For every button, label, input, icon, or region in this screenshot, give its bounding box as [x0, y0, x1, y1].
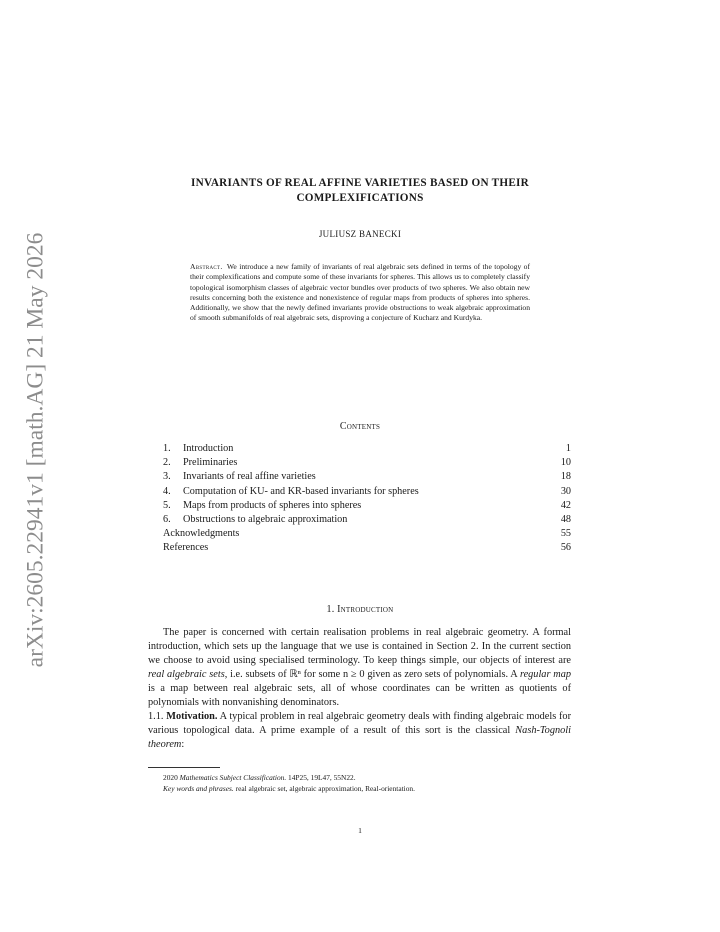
arxiv-id[interactable]: arXiv:2605.22941v1 [math.AG] 21 May 2026 [22, 232, 49, 668]
paragraph-text: : [181, 738, 185, 750]
footnote-label: Key words and phrases. [163, 783, 234, 793]
toc-entry[interactable] [163, 470, 571, 484]
title-line-1: INVARIANTS OF REAL AFFINE VARIETIES BASED ON THEIR [191, 177, 529, 189]
paragraph-text: is a map between real algebraic sets, all of whose coordinates can be written as quotients of polynomials with nonvanishing denominators. [148, 682, 571, 708]
toc-entry[interactable] [163, 499, 571, 513]
intro-paragraph [148, 626, 571, 709]
paragraph-text: , i.e. subsets of ℝⁿ for some n ≥ 0 given as zero sets of polynomials. A [224, 668, 520, 680]
abstract-label: Abstract. [190, 262, 223, 271]
toc-page: 10 [560, 457, 571, 469]
toc-title: Introduction [183, 443, 234, 454]
toc-page: 42 [560, 499, 571, 511]
paper-title [140, 176, 580, 206]
toc-entry[interactable] [163, 541, 571, 555]
abstract [190, 262, 530, 324]
toc-page: 55 [560, 528, 571, 540]
toc-title: Invariants of real affine varieties [183, 471, 316, 483]
footnote-label: Mathematics Subject Classification. [179, 773, 287, 782]
footnote-text: 14P25, 19L47, 55N22. [286, 773, 356, 782]
footnote-rule [148, 767, 220, 768]
footnotes [163, 773, 571, 795]
title-line-2: COMPLEXIFICATIONS [296, 192, 424, 204]
emphasis-term: Nash-Tognoli theorem [148, 724, 571, 750]
subsection-heading: Motivation. [166, 711, 218, 722]
toc-number: 3. [163, 471, 171, 483]
footnote-keywords [163, 784, 571, 795]
toc-title: Maps from products of spheres into spheres [183, 499, 362, 511]
toc-entry[interactable] [163, 513, 571, 527]
toc-number: 4. [163, 485, 171, 497]
footnote-msc [163, 773, 571, 784]
toc-page: 18 [560, 471, 571, 483]
paragraph-text: A typical problem in real algebraic geometry deals with finding algebraic models for various topological data. A prime example of a result of this sort is the classical [148, 711, 572, 736]
abstract-text: We introduce a new family of invariants of real algebraic sets defined in terms of the topology of their complexifications and compute some of these invariants for spheres. This allows us to completely classify topological isomorphism classes of algebraic vector bundles over products of two spheres. We also obtain new results concerning both the existence and nonexistence of regular maps from products of spheres into spheres. Additionally, we show that the newly defined invariants provide obstructions to weak algebraic approximation of smooth submanifolds of real algebraic sets, disproving a conjecture of Kucharz and Kurdyka. [190, 262, 530, 323]
toc-title: Acknowledgments [163, 528, 240, 540]
section-heading-introduction: 1. Introduction [326, 604, 394, 615]
contents-heading: Contents [339, 421, 381, 432]
toc-page: 30 [560, 485, 571, 497]
toc-number: 2. [163, 457, 171, 469]
toc-page: 56 [560, 542, 571, 554]
toc-entry[interactable] [163, 456, 571, 470]
toc-entry[interactable] [163, 527, 571, 541]
toc-title: Obstructions to algebraic approximation [183, 513, 348, 525]
footnote-text: real algebraic set, algebraic approximation, Real-orientation. [233, 783, 415, 793]
paragraph-text: The paper is concerned with certain realisation problems in real algebraic geometry. A formal introduction, which sets up the language that we use is contained in Section 2. In the current section we choose to avoid using specialised terminology. To keep things simple, our objects of interest are [148, 627, 571, 666]
toc-number: 5. [163, 499, 171, 511]
toc-title: References [163, 542, 209, 554]
toc-page: 48 [560, 513, 571, 525]
toc-entry[interactable] [163, 485, 571, 499]
toc-number: 6. [163, 513, 171, 525]
emphasis-term: real algebraic sets [148, 668, 225, 680]
table-of-contents [163, 442, 571, 556]
footnote-year: 2020 [163, 773, 178, 782]
emphasis-term: regular map [519, 668, 571, 680]
toc-page: 1 [565, 443, 571, 454]
toc-entry[interactable] [163, 442, 571, 456]
toc-number: 1. [163, 443, 171, 454]
page-number: 1 [358, 826, 362, 835]
subsection-number: 1.1. [148, 711, 164, 722]
motivation-paragraph [148, 710, 571, 752]
toc-title: Preliminaries [183, 457, 238, 469]
author-name: JULIUSZ BANECKI [318, 229, 402, 239]
toc-title: Computation of KU- and KR-based invariants for spheres [183, 485, 419, 497]
